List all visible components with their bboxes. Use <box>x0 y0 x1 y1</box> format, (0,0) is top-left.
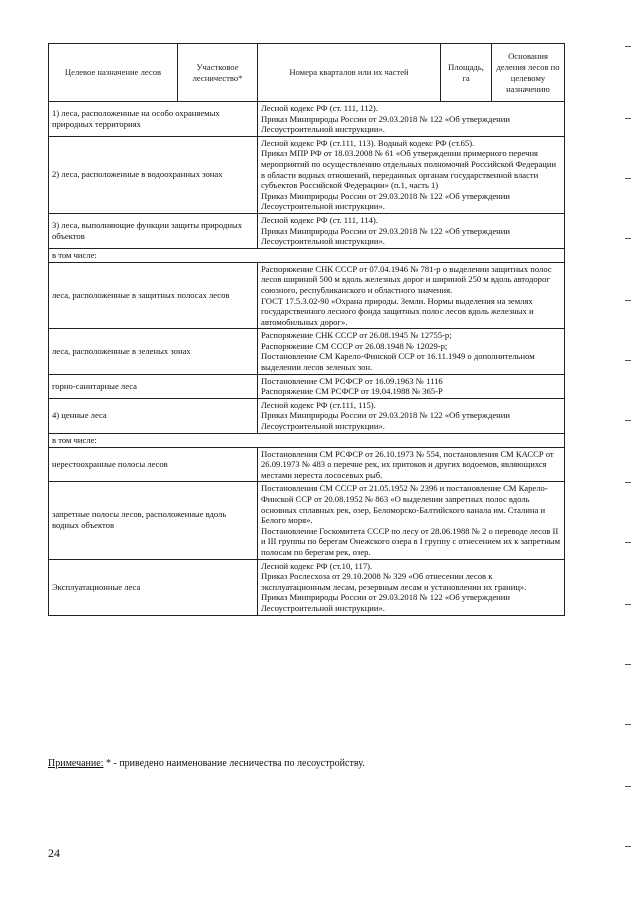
scan-edge-mark <box>625 664 631 665</box>
scan-edge-mark <box>625 482 631 483</box>
scan-edge-mark <box>625 360 631 361</box>
table-row <box>49 213 565 248</box>
row-purpose: горно-санитарные леса <box>49 374 258 398</box>
header-area: Площадь, га <box>441 44 492 102</box>
doc-line: Приказ МПР РФ от 18.03.2008 № 61 «Об утверждении примерного перечня мероприятий по осуществлению отдельных полномочий Российской Федерации в области водных отношений, переданных органам государственной власти субъектов Российской Федерации» (п.1, часть 1) <box>261 148 557 191</box>
row-purpose: 4) ценные леса <box>49 398 258 433</box>
including-label: в том числе: <box>49 433 565 447</box>
row-basis-docs <box>258 102 565 137</box>
doc-line: Постановление СМ РСФСР от 16.09.1963 № 1116 <box>261 375 443 386</box>
table-row <box>49 248 565 262</box>
doc-line: Лесной кодекс РФ (ст. 111, 114). <box>261 214 378 225</box>
row-purpose: 2) леса, расположенные в водоохранных зонах <box>49 136 258 213</box>
doc-line: Приказ Минприроды России от 29.03.2018 № 122 «Об утверждении Лесоустроительной инструкции». <box>261 592 510 613</box>
doc-line: Приказ Минприроды России от 29.03.2018 № 122 «Об утверждении Лесоустроительной инструкции». <box>261 190 510 212</box>
doc-line: Лесной кодекс РФ (ст.111, 113). Водный кодекс РФ (ст.65). <box>261 137 475 148</box>
scan-edge-mark <box>625 542 631 543</box>
doc-line: Распоряжение СНК СССР от 07.04.1946 № 781-р о выделении защитных полос лесов шириной 500 м вдоль железных дорог и шириной 250 м вдоль автодорог союзного, республиканского и областного значения. <box>261 263 552 295</box>
row-basis-docs <box>258 447 565 482</box>
doc-line: Приказ Минприроды России от 29.03.2018 № 122 «Об утверждении Лесоустроительной инструкции». <box>261 225 510 247</box>
scan-edge-mark <box>625 118 631 119</box>
scan-edge-mark <box>625 238 631 239</box>
row-purpose: 1) леса, расположенные на особо охраняемых природных территориях <box>49 102 258 137</box>
table-header-row <box>49 44 565 102</box>
scan-edge-mark <box>625 420 631 421</box>
header-purpose: Целевое назначение лесов <box>49 44 178 102</box>
doc-line: Постановление СМ Карело-Финской ССР от 16.11.1949 о дополнительном выделении лесов зеленых зон. <box>261 351 535 373</box>
table-row <box>49 559 565 615</box>
row-basis-docs <box>258 398 565 433</box>
doc-line: Приказ Рослесхоза от 29.10.2008 № 329 «Об отнесении лесов к эксплуатационным лесам, резервным лесам и установлении их границ». <box>261 571 527 592</box>
row-purpose: запретные полосы лесов, расположенные вдоль водных объектов <box>49 482 258 559</box>
scan-edge-mark <box>625 46 631 47</box>
doc-line: Распоряжение СНК СССР от 26.08.1945 № 12755-р; <box>261 330 452 341</box>
row-basis-docs <box>258 136 565 213</box>
table-row <box>49 398 565 433</box>
row-basis-docs <box>258 482 565 559</box>
doc-line: Лесной кодекс РФ (ст.10, 117). <box>261 560 373 571</box>
doc-line: Постановления СМ РСФСР от 26.10.1973 № 554, постановления СМ КАССР от 26.09.1973 № 483 о перечне рек, их притоков и других водоемов, являющихся местами нереста лососевых рыб. <box>261 448 554 480</box>
doc-line: Приказ Минприроды России от 29.03.2018 № 122 «Об утверждении Лесоустроительной инструкции». <box>261 410 510 432</box>
row-purpose: леса, расположенные в защитных полосах лесов <box>49 262 258 329</box>
header-quarters: Номера кварталов или их частей <box>258 44 441 102</box>
row-purpose: нерестоохранные полосы лесов <box>49 447 258 482</box>
row-basis-docs <box>258 213 565 248</box>
footnote-label: Примечание: <box>48 758 104 769</box>
scan-edge-mark <box>625 178 631 179</box>
header-basis: Основания деления лесов по целевому назначению <box>492 44 565 102</box>
row-basis-docs <box>258 374 565 398</box>
scan-edge-mark <box>625 300 631 301</box>
row-basis-docs <box>258 329 565 374</box>
table-row <box>49 262 565 329</box>
row-basis-docs <box>258 262 565 329</box>
doc-line: Постановление Госкомитета СССР по лесу от 28.06.1988 № 2 о переводе лесов II и III группы по берегам Онежского озера в I группу с отнесением их к запретным полосам по берегам рек, озер. <box>261 525 561 557</box>
scan-edge-mark <box>625 604 631 605</box>
table-row <box>49 102 565 137</box>
table-row <box>49 482 565 559</box>
doc-line: Лесной кодекс РФ (ст. 111, 112). <box>261 103 378 113</box>
forest-purpose-table <box>48 43 565 616</box>
footnote <box>48 758 365 769</box>
footnote-text: * - приведено наименование лесничества по лесоустройству. <box>103 758 365 769</box>
scan-edge-mark <box>625 786 631 787</box>
row-basis-docs <box>258 559 565 615</box>
scan-edge-mark <box>625 724 631 725</box>
table-row <box>49 447 565 482</box>
page-number: 24 <box>48 846 60 860</box>
doc-line: Приказ Минприроды России от 29.03.2018 № 122 «Об утверждении Лесоустроительной инструкции». <box>261 113 510 135</box>
table-row <box>49 374 565 398</box>
doc-line: Распоряжение СМ РСФСР от 19.04.1988 № 365-Р <box>261 386 443 397</box>
row-purpose: Эксплуатационные леса <box>49 559 258 615</box>
row-purpose: 3) леса, выполняющие функции защиты природных объектов <box>49 213 258 248</box>
doc-line: ГОСТ 17.5.3.02-90 «Охрана природы. Земли. Нормы выделения на землях государственного лесного фонда защитных полос лесов вдоль железных и автомобильных дорог». <box>261 295 534 327</box>
table-row <box>49 433 565 447</box>
table-row <box>49 136 565 213</box>
doc-line: Лесной кодекс РФ (ст.111, 115). <box>261 399 376 410</box>
doc-line: Распоряжение СМ СССР от 26.08.1948 № 12029-р; <box>261 340 448 351</box>
scan-edge-mark <box>625 846 631 847</box>
table-row <box>49 329 565 374</box>
doc-line: Постановления СМ СССР от 21.05.1952 № 2396 и постановление СМ Карело-Финской ССР от 20.08.1952 № 863 «О выделении запретных полос вдоль основных сплавных рек, озер, Беломорско-Балтийского канала им. Сталина и Белого моря». <box>261 483 548 526</box>
including-label: в том числе: <box>49 248 565 262</box>
row-purpose: леса, расположенные в зеленых зонах <box>49 329 258 374</box>
header-district: Участковое лесничество* <box>178 44 258 102</box>
